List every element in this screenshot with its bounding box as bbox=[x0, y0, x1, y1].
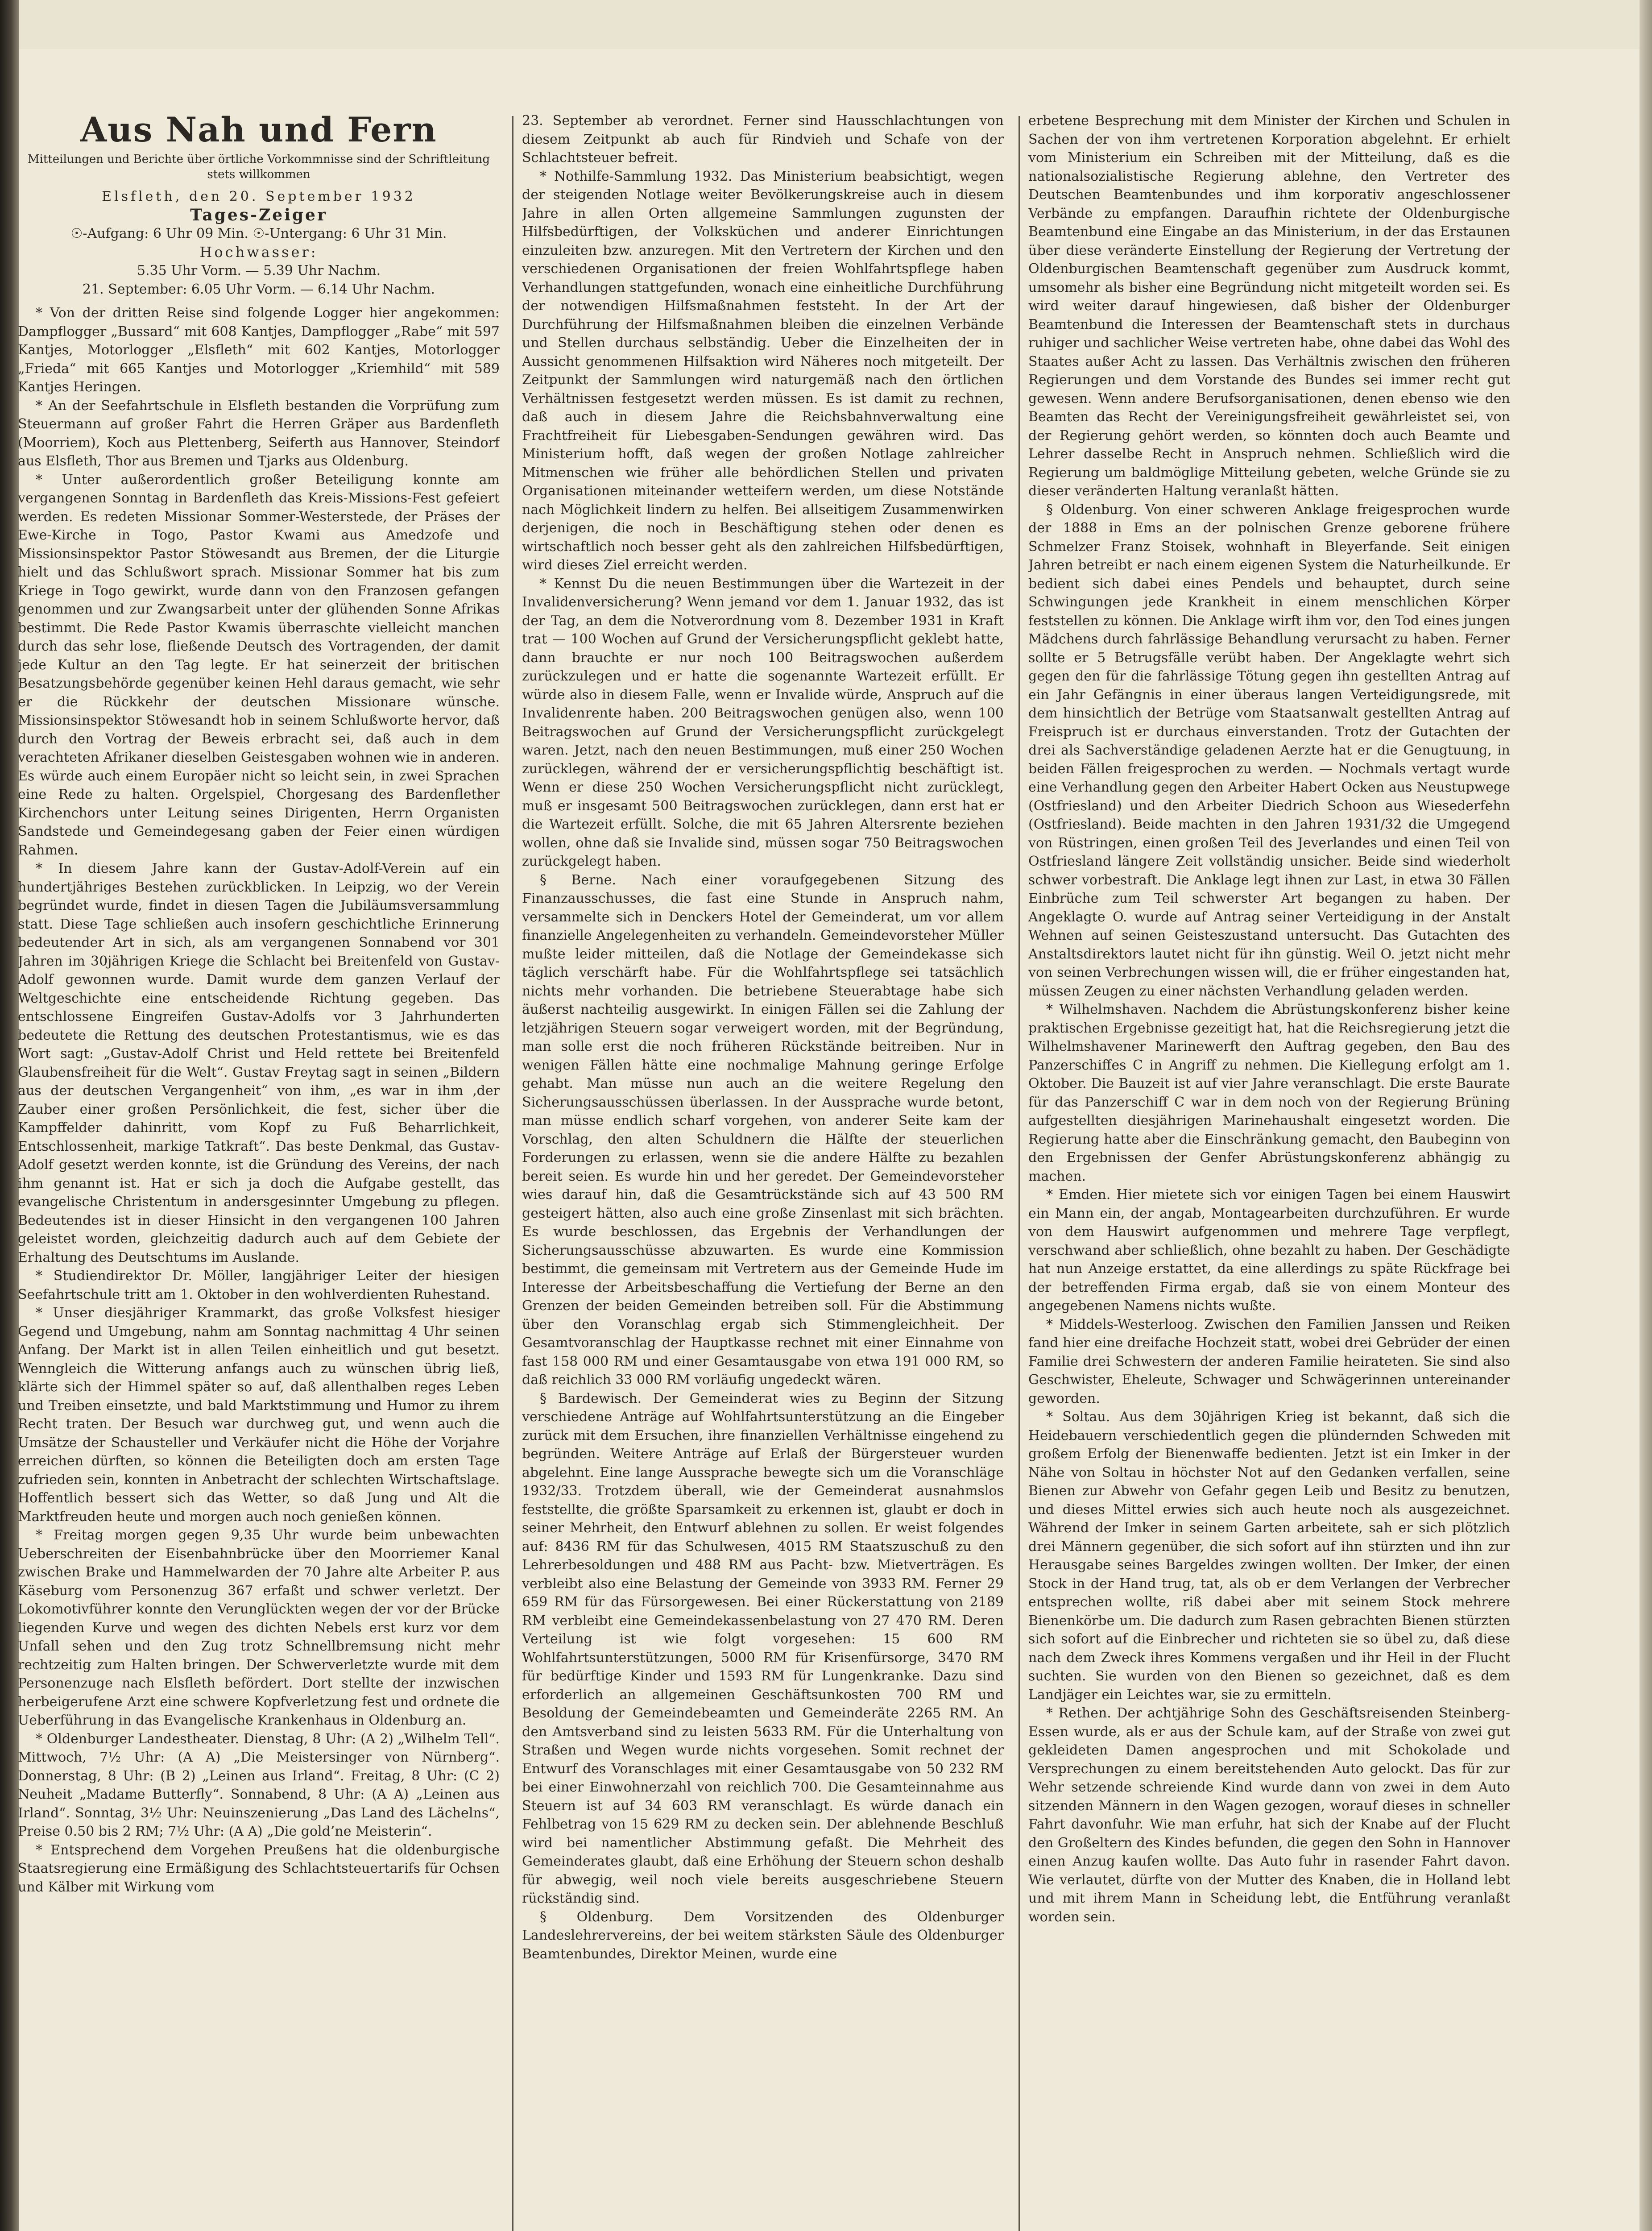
article-paragraph: * Soltau. Aus dem 30jährigen Krieg ist bekannt, daß sich die Heidebauern verschiedentlich gegen die plündernden Schweden mit großem Erfolg der Bienenwaffe bedienten. Jetzt ist ein Imker in der Nähe von Soltau in höchster Not auf den Gedanken verfallen, seine Bienen zur Abwehr von Gefahr gegen Leib und Besitz zu benutzen, und dieses Mittel erwies sich auch heute noch als ausgezeichnet. Während der Imker in seinem Garten arbeitete, sah er sich plötzlich drei Männern gegenüber, die sich sofort auf ihn stürzten und ihn zur Herausgabe seines Bargeldes zwingen wollten. Der Imker, der einen Stock in der Hand trug, tat, als ob er dem Verlangen der Verbrecher entsprechen wollte, riß dabei aber mit seinem Stock mehrere Bienenkörbe um. Die dadurch zum Rasen gebrachten Bienen stürzten sich sofort auf die Einbrecher und richteten sie so übel zu, daß diese nach dem Zweck ihres Kommens vergaßen und ihr Heil in der Flucht suchten. Sie wurden von den Bienen so gezeichnet, daß es dem Landjäger ein Leichtes war, sie zu ermitteln. bbox=[1028, 1409, 1510, 1703]
article-paragraph: * Entsprechend dem Vorgehen Preußens hat die oldenburgische Staatsregierung eine Ermäßigung des Schlachtsteuertarifs für Ochsen und Kälber mit Wirkung vom bbox=[18, 1842, 500, 1895]
dateline: Elsfleth, den 20. September 1932 bbox=[102, 189, 416, 204]
section-masthead: Aus Nah und Fern bbox=[80, 112, 437, 149]
column-2 bbox=[522, 112, 1004, 2231]
article-paragraph: * Unter außerordentlich großer Beteiligung konnte am vergangenen Sonntag in Bardenfleth das Kreis-Missions-Fest gefeiert werden. Es redeten Missionar Sommer-Westerstede, der Präses der Ewe-Kirche in Togo, Pastor Kwami aus Amedzofe und Missionsinspektor Pastor Stöwesandt aus Bremen, der die Liturgie hielt und das Schlußwort sprach. Missionar Sommer hat bis zum Kriege in Togo gewirkt, wurde dann von den Franzosen gefangen genommen und zur Zwangsarbeit unter der glühenden Sonne Afrikas bestimmt. Die Rede Pastor Kwamis überraschte vielleicht manchen durch das sehr lose, fließende Deutsch des Vortragenden, der damit jede Kultur an den Tag legte. Er hat seinerzeit der britischen Besatzungsbehörde gegenüber keinen Hehl daraus gemacht, wie sehr er die Rückkehr der deutschen Missionare wünsche. Missionsinspektor Stöwesandt hob in seinem Schlußworte hervor, daß durch den Vortrag der Beweis erbracht sei, daß auch in dem verachteten Afrikaner dieselben Geistesgaben wohnen wie in anderen. Es würde auch einem Europäer nicht so leicht sein, in zwei Sprachen eine Rede zu halten. Orgelspiel, Chorgesang des Bardenflether Kirchenchors unter Leitung seines Dirigenten, Herrn Organisten Sandstede und Gemeindegesang gaben der Feier einen würdigen Rahmen. bbox=[18, 472, 500, 858]
article-paragraph: * Wilhelmshaven. Nachdem die Abrüstungskonferenz bisher keine praktischen Ergebnisse gezeitigt hat, hat die Reichsregierung jetzt die Wilhelmshavener Marinewerft den Auftrag gegeben, den Bau des Panzerschiffes C in Angriff zu nehmen. Die Kiellegung erfolgt am 1. Oktober. Die Bauzeit ist auf vier Jahre veranschlagt. Die erste Baurate für das Panzerschiff C war in dem noch von der Regierung Brüning aufgestellten diesjährigen Marinehaushalt eingesetzt worden. Die Regierung hatte aber die Einschränkung gemacht, den Baubeginn von den Ergebnissen der Genfer Abrüstungskonferenz abhängig zu machen. bbox=[1028, 1002, 1510, 1184]
article-paragraph: * An der Seefahrtschule in Elsfleth bestanden die Vorprüfung zum Steuermann auf großer Fahrt die Herren Gräper aus Bardenfleth (Moorriem), Koch aus Plettenberg, Seiferth aus Hannover, Steindorf aus Elsfleth, Thor aus Bremen und Tjarks aus Oldenburg. bbox=[18, 398, 500, 469]
hochwasser-today: 5.35 Uhr Vorm. — 5.39 Uhr Nachm. bbox=[137, 263, 381, 278]
column-rule bbox=[1019, 116, 1020, 2231]
sun-times: ☉-Aufgang: 6 Uhr 09 Min. ☉-Untergang: 6 Uhr 31 Min. bbox=[70, 226, 447, 241]
article-paragraph: * In diesem Jahre kann der Gustav-Adolf-Verein auf ein hundertjähriges Bestehen zurückblicken. In Leipzig, wo der Verein begründet wurde, findet in diesen Tagen die Jubiläumsversammlung statt. Diese Tage schließen auch insofern geschichtliche Erinnerung bedeutender Art in sich, als am vergangenen Sonnabend vor 301 Jahren im 30jährigen Kriege die Schlacht bei Breitenfeld von Gustav-Adolf gewonnen wurde. Damit wurde dem ganzen Verlauf der Weltgeschichte eine entscheidende Richtung gegeben. Das entschlossene Eingreifen Gustav-Adolfs vor 3 Jahrhunderten bedeutete die Rettung des deutschen Protestantismus, wie es das Wort sagt: „Gustav-Adolf Christ und Held rettete bei Breitenfeld Glaubensfreiheit für die Welt“. Gustav Freytag sagt in seinen „Bildern aus der deutschen Vergangenheit“ von ihm, „es war in ihm ‚der Zauber einer großen Persönlichkeit, die fest, sicher über die Kampffelder dahinritt, vom Kopf zu Fuß Beharrlichkeit, Entschlossenheit, markige Tatkraft“. Das beste Denkmal, das Gustav-Adolf gesetzt werden konnte, ist die Gründung des Vereins, der nach ihm genannt ist. Hat er sich ja doch die Aufgabe gestellt, das evangelische Christentum in andersgesinnter Umgebung zu pflegen. Bedeutendes ist in dieser Hinsicht in den vergangenen 100 Jahren geleistet worden, gleichzeitig dadurch auch auf dem Gebiete der Erhaltung des Deutschtums im Auslande. bbox=[18, 861, 500, 1265]
article-paragraph: * Von der dritten Reise sind folgende Logger hier angekommen: Dampflogger „Bussard“ mit 608 Kantjes, Dampflogger „Rabe“ mit 597 Kantjes, Motorlogger „Elsfleth“ mit 602 Kantjes, Motorlogger „Frieda“ mit 665 Kantjes und Motorlogger „Kriemhild“ mit 589 Kantjes Heringen. bbox=[18, 305, 500, 395]
article-paragraph: § Berne. Nach einer voraufgegebenen Sitzung des Finanzausschusses, die fast eine Stunde in Anspruch nahm, versammelte sich in Denckers Hotel der Gemeinderat, um vor allem finanzielle Angelegenheiten zu verhandeln. Gemeindevorsteher Müller mußte leider mitteilen, daß die Notlage der Gemeindekasse sich täglich verschärft habe. Für die Wohlfahrtspflege sei tatsächlich nichts mehr vorhanden. Die betriebene Steuerabtage habe sich äußerst nachteilig ausgewirkt. In einigen Fällen sei die Zahlung der letzjährigen Steuern sogar verweigert worden, mit der Begründung, man solle erst die noch früheren Rückstände beitreiben. Nur in wenigen Fällen hätte eine nochmalige Mahnung geringe Erfolge gehabt. Man müsse nun auch an die weitere Regelung den Sicherungsausschüssen überlassen. In der Aussprache wurde betont, man müsse endlich scharf vorgehen, von anderer Seite kam der Vorschlag, den alten Schuldnern die Hälfte der steuerlichen Forderungen zu erlassen, wenn sie die andere Hälfte zu bezahlen bereit seien. Es wurde hin und her geredet. Der Gemeindevorsteher wies darauf hin, daß die Gesamtrückstände sich auf 43 500 RM gesteigert hätten, also auch eine große Zinsenlast mit sich brächten. Es wurde beschlossen, das Ergebnis der Verhandlungen der Sicherungsausschüsse abzuwarten. Es wurde eine Kommission bestimmt, die gemeinsam mit Vertretern aus der Gemeinde Hude im Interesse der Arbeitsbeschaffung die Vertiefung der Berne an den Grenzen der beiden Gemeinden betreiben soll. Für die Abstimmung über den Voranschlag ergab sich Stimmengleichheit. Der Gesamtvoranschlag der Hauptkasse rechnet mit einer Einnahme von fast 158 000 RM und einer Gesamtausgabe von etwa 191 000 RM, so daß reichlich 33 000 RM vorläufig ungedeckt wären. bbox=[522, 872, 1004, 1388]
binding-edge bbox=[0, 0, 19, 2231]
article-paragraph: * Emden. Hier mietete sich vor einigen Tagen bei einem Hauswirt ein Mann ein, der angab, Montagearbeiten durchzuführen. Er wurde von dem Hauswirt aufgenommen und mehrere Tage verpflegt, verschwand aber schließlich, ohne bezahlt zu haben. Der Geschädigte hat nun Anzeige erstattet, da eine allerdings zu späte Rückfrage bei der betreffenden Firma ergab, daß sie von einem Monteur des angegebenen Namens nichts wußte. bbox=[1028, 1187, 1510, 1314]
article-paragraph: § Oldenburg. Dem Vorsitzenden des Oldenburger Landeslehrervereins, der bei weitem stärksten Säule des Oldenburger Beamtenbundes, Direktor Meinen, wurde eine bbox=[522, 1909, 1004, 1962]
article-paragraph: 23. September ab verordnet. Ferner sind Hausschlachtungen von diesem Zeitpunkt ab auch für Rindvieh und Schafe von der Schlachtsteuer befreit. bbox=[522, 113, 1004, 166]
article-paragraph: § Oldenburg. Von einer schweren Anklage freigesprochen wurde der 1888 in Ems an der polnischen Grenze geborene frühere Schmelzer Franz Stoisek, wohnhaft in Bleyerfande. Seit einigen Jahren betreibt er nach einem eigenen System die Naturheilkunde. Er bedient sich dabei eines Pendels und behauptet, durch seine Schwingungen jede Krankheit in einem menschlichen Körper feststellen zu können. Die Anklage wirft ihm vor, den Tod eines jungen Mädchens durch fahrlässige Behandlung verursacht zu haben. Ferner sollte er 5 Betrugsfälle verübt haben. Der Angeklagte wehrt sich gegen den für die fahrlässige Tötung gegen ihn gestellten Antrag auf ein Jahr Gefängnis in einer überaus langen Verteidigungsrede, mit dem hinsichtlich der Betrüge vom Staatsanwalt gestellten Antrag auf Freispruch ist er durchaus einverstanden. Trotz der Gutachten der drei als Sachverständige geladenen Aerzte hat er die Genugtuung, in beiden Fällen freigesprochen zu werden. — Nochmals vertagt wurde eine Verhandlung gegen den Arbeiter Habert Ocken aus Neustupwege (Ostfriesland) und den Arbeiter Diedrich Schoon aus Wiesederfehn (Ostfriesland). Beide machten in den Jahren 1931/32 die Umgegend von Rüstringen, einen großen Teil des Jeverlandes und einen Teil von Ostfriesland längere Zeit vollständig unsicher. Beide sind wiederholt schwer vorbestraft. Die Anklage legt ihnen zur Last, in etwa 30 Fällen Einbrüche zum Teil schwerster Art begangen zu haben. Der Angeklagte O. wurde auf Antrag seiner Verteidigung in der Anstalt Wehnen auf seinen Geisteszustand untersucht. Das Gutachten des Anstaltsdirektors lautet nicht für ihn günstig. Weil O. jetzt nicht mehr von seinen Verbrechungen wissen will, die er früher eingestanden hat, müssen Zeugen zu einer nächsten Verhandlung geladen werden. bbox=[1028, 502, 1510, 999]
column-rule bbox=[512, 116, 513, 2231]
hochwasser-tomorrow: 21. September: 6.05 Uhr Vorm. — 6.14 Uhr Nachm. bbox=[82, 281, 435, 297]
article-paragraph: * Oldenburger Landestheater. Dienstag, 8 Uhr: (A 2) „Wilhelm Tell“. Mittwoch, 7½ Uhr: (A A) „Die Meistersinger von Nürnberg“. Donnerstag, 8 Uhr: (B 2) „Leinen aus Irland“. Freitag, 8 Uhr: (C 2) Neuheit „Madame Butterfly“. Sonnabend, 8 Uhr: (A A) „Leinen aus Irland“. Sonntag, 3½ Uhr: Neuinszenierung „Das Land des Lächelns“, Preise 0.50 bis 2 RM; 7½ Uhr: (A A) „Die gold’ne Meisterin“. bbox=[18, 1731, 500, 1839]
column-3 bbox=[1028, 112, 1510, 2231]
article-paragraph: § Bardewisch. Der Gemeinderat wies zu Beginn der Sitzung verschiedene Anträge auf Wohlfahrtsunterstützung an die Eingeber zurück mit dem Ersuchen, ihre finanziellen Verhältnisse eingehend zu begründen. Weitere Anträge auf Erlaß der Bürgersteuer wurden abgelehnt. Eine lange Aussprache bewegte sich um die Voranschläge 1932/33. Trotzdem überall, wie der Gemeinderat ausnahmslos feststellte, die größte Sparsamkeit zu erkennen ist, glaubt er doch in seiner Mehrheit, den Entwurf ablehnen zu sollen. Er weist folgendes auf: 8436 RM für das Schulwesen, 4015 RM Staatszuschuß zu den Lehrerbesoldungen und 488 RM aus Pacht- bzw. Mietverträgen. Es verbleibt also eine Belastung der Gemeinde von 3933 RM. Ferner 29 659 RM für das Fürsorgewesen. Bei einer Rückerstattung von 2189 RM verbleibt eine Gemeindekassenbelastung von 27 470 RM. Deren Verteilung ist wie folgt vorgesehen: 15 600 RM Wohlfahrtsunterstützungen, 5000 RM für Krisenfürsorge, 3470 RM für bedürftige Kinder und 1593 RM für Lungenkranke. Dazu sind erforderlich an allgemeinen Geschäftsunkosten 700 RM und Besoldung der Gemeindebeamten und Gemeinderäte 2265 RM. An den Amtsverband sind zu leisten 5633 RM. Für die Unterhaltung von Straßen und Wegen wurde nichts vorgesehen. Somit rechnet der Entwurf des Voranschlages mit einer Gesamtausgabe von 50 232 RM bei einer Einwohnerzahl von reichlich 700. Die Gesamteinnahme aus Steuern ist auf 34 603 RM veranschlagt. Es würde danach ein Fehlbetrag von 15 629 RM zu decken sein. Der ablehnende Beschluß wird bei namentlicher Abstimmung gefaßt. Die Mehrheit des Gemeinderates glaubt, daß eine Erhöhung der Steuern schon deshalb für abwegig, weil noch viele bereits ausgeschriebene Steuern rückständig sind. bbox=[522, 1390, 1004, 1906]
article-paragraph: * Freitag morgen gegen 9,35 Uhr wurde beim unbewachten Ueberschreiten der Eisenbahnbrücke über den Moorriemer Kanal zwischen Brake und Hammelwarden der 70 Jahre alte Arbeiter P. aus Käseburg vom Personenzug 367 erfaßt und schwer verletzt. Der Lokomotivführer konnte den Verunglückten wegen der vor der Brücke liegenden Kurve und wegen des dichten Nebels erst kurz vor dem Unfall sehen und den Zug trotz Schnellbremsung nicht mehr rechtzeitig zum Halten bringen. Der Schwerverletzte wurde mit dem Personenzuge nach Elsfleth befördert. Dort stellte der inzwischen herbeigerufene Arzt eine schwere Kopfverletzung fest und ordnete die Ueberführung in das Evangelische Krankenhaus in Oldenburg an. bbox=[18, 1527, 500, 1728]
article-paragraph: * Middels-Westerloog. Zwischen den Familien Janssen und Reiken fand hier eine dreifache Hochzeit statt, wobei drei Gebrüder der einen Familie drei Schwestern der anderen Familie heirateten. Sie sind also Geschwister, Eheleute, Schwager und Schwägerinnen untereinander geworden. bbox=[1028, 1316, 1510, 1406]
page-edge bbox=[1640, 0, 1652, 2231]
tageszeiger-heading: Tages-Zeiger bbox=[190, 205, 327, 224]
article-paragraph: * Kennst Du die neuen Bestimmungen über die Wartezeit in der Invalidenversicherung? Wenn jemand vor dem 1. Januar 1932, das ist der Tag, an dem die Notverordnung vom 8. Dezember 1931 in Kraft trat — 100 Wochen auf Grund der Versicherungspflicht geklebt hatte, dann brauchte er nur noch 100 Beitragswochen außerdem zurückzulegen und er hatte die sogenannte Wartezeit erfüllt. Er würde also in diesem Falle, wenn er Invalide würde, Anspruch auf die Invalidenrente haben. 200 Beitragswochen genügen also, wenn 100 Beitragswochen auf Grund der Versicherungspflicht zurückgelegt waren. Jetzt, nach den neuen Bestimmungen, muß einer 250 Wochen zurücklegen, während der er versicherungspflichtig beschäftigt ist. Wenn er diese 250 Wochen Versicherungspflicht nicht zurücklegt, muß er insgesamt 500 Beitragswochen zurücklegen, dann erst hat er die Wartezeit erfüllt. Solche, die mit 65 Jahren Altersrente beziehen wollen, ohne daß sie Invalide sind, müssen sogar 750 Beitragswochen zurückgelegt haben. bbox=[522, 576, 1004, 869]
article-paragraph: erbetene Besprechung mit dem Minister der Kirchen und Schulen in Sachen der von ihm vertretenen Korporation abgelehnt. Er erhielt vom Ministerium ein Schreiben mit der Mitteilung, daß es die nationalsozialistische Regierung ablehne, den Vertreter des Deutschen Beamtenbundes und ihm korporativ angeschlossener Verbände zu empfangen. Daraufhin richtete der Oldenburgische Beamtenbund eine Eingabe an das Ministerium, in der das Erstaunen über diese veränderte Einstellung der Regierung der Vertretung der Oldenburgischen Beamtenschaft gegenüber zum Ausdruck kommt, umsomehr als bisher eine Begründung nicht mitgeteilt worden sei. Es wird weiter darauf hingewiesen, daß bisher der Oldenburger Beamtenbund die Interessen der Beamtenschaft stets in durchaus ruhiger und sachlicher Weise vertreten habe, ohne dabei das Wohl des Staates außer Acht zu lassen. Das Verhältnis zwischen den früheren Regierungen und dem Vorstande des Bundes sei immer recht gut gewesen. Wenn andere Berufsorganisationen, denen ebenso wie den Beamten das Recht der Vereinigungsfreiheit gewährleistet sei, von der Regierung gehört werden, so könnten doch auch Beamte und Lehrer dasselbe Recht in Anspruch nehmen. Schließlich wird die Regierung um baldmöglige Mitteilung gebeten, welche Gründe sie zu dieser veränderten Haltung veranlaßt hätten. bbox=[1028, 113, 1510, 499]
article-paragraph: * Studiendirektor Dr. Möller, langjähriger Leiter der hiesigen Seefahrtschule tritt am 1. Oktober in den wohlverdienten Ruhestand. bbox=[18, 1268, 500, 1302]
masthead-subtitle: Mitteilungen und Berichte über örtliche Vorkommnisse sind der Schriftleitung stets willkommen bbox=[27, 153, 490, 181]
hochwasser-label: Hochwasser: bbox=[199, 243, 318, 261]
column-1 bbox=[18, 112, 500, 2231]
article-paragraph: * Nothilfe-Sammlung 1932. Das Ministerium beabsichtigt, wegen der steigenden Notlage weiter Bevölkerungskreise auch in diesem Jahre in allen Orten allgemeine Sammlungen zugunsten der Hilfsbedürftigen, der Volksküchen und anderer Einrichtungen einzuleiten bzw. anzuregen. Mit den Vertretern der Kirchen und den verschiedenen Organisationen der freien Wohlfahrtspflege haben Verhandlungen stattgefunden, wonach eine einheitliche Durchführung der notwendigen Hilfsmaßnahmen feststeht. In der Art der Durchführung der Hilfsmaßnahmen bleiben die einzelnen Verbände und Stellen durchaus selbständig. Ueber die Einzelheiten der in Aussicht genommenen Hilfsaktion wird Näheres noch mitgeteilt. Der Zeitpunkt der Sammlungen wird naturgemäß nach den örtlichen Verhältnissen festgesetzt werden müssen. Es ist damit zu rechnen, daß auch in diesem Jahre die Reichsbahnverwaltung eine Frachtfreiheit für Liebesgaben-Sendungen gewähren wird. Das Ministerium hofft, daß wegen der großen Notlage zahlreicher Mitmenschen wie früher alle behördlichen Stellen und privaten Organisationen miteinander wetteifern werden, um diese Notstände nach Möglichkeit lindern zu helfen. Bei allseitigem Zusammenwirken derjenigen, die noch in Beschäftigung stehen oder denen es wirtschaftlich noch besser geht als den zahlreichen Hilfsbedürftigen, wird dieses Ziel erreicht werden. bbox=[522, 168, 1004, 573]
article-paragraph: * Rethen. Der achtjährige Sohn des Geschäftsreisenden Steinberg-Essen wurde, als er aus der Schule kam, auf der Straße von zwei gut gekleideten Damen angesprochen und mit Schokolade und Versprechungen zu einem bereitstehenden Auto gelockt. Das für zur Wehr setzende schreiende Kind wurde dann von zwei in dem Auto sitzenden Männern in den Wagen gezogen, worauf dieses in schneller Fahrt davonfuhr. Wie man erfuhr, hat sich der Knabe auf der Flucht den Großeltern des Kindes befunden, die gegen den Sohn in Hannover einen Anzug kaufen wollte. Das Auto fuhr in rasender Fahrt davon. Wie verlautet, dürfte von der Mutter des Knaben, die in Holland lebt und mit ihrem Mann in Scheidung lebt, die Entführung veranlaßt worden sein. bbox=[1028, 1705, 1510, 1925]
article-paragraph: * Unser diesjähriger Krammarkt, das große Volksfest hiesiger Gegend und Umgebung, nahm am Sonntag nachmittag 4 Uhr seinen Anfang. Der Markt ist in allen Teilen einheitlich und gut besetzt. Wenngleich die Witterung anfangs auch zu wünschen übrig ließ, klärte sich der Himmel später so auf, daß allenthalben reges Leben und Treiben einsetzte, und bald Marktstimmung und Humor zu ihrem Recht traten. Der Besuch war durchweg gut, und wenn auch die Umsätze der Schausteller und Verkäufer nicht die Höhe der Vorjahre erreichen dürften, so können die Beteiligten doch am ersten Tage zufrieden sein, konnten in Anbetracht der schlechten Wirtschaftslage. Hoffentlich bessert sich das Wetter, so daß Jung und Alt die Marktfreuden heute und morgen auch noch genießen können. bbox=[18, 1305, 500, 1525]
